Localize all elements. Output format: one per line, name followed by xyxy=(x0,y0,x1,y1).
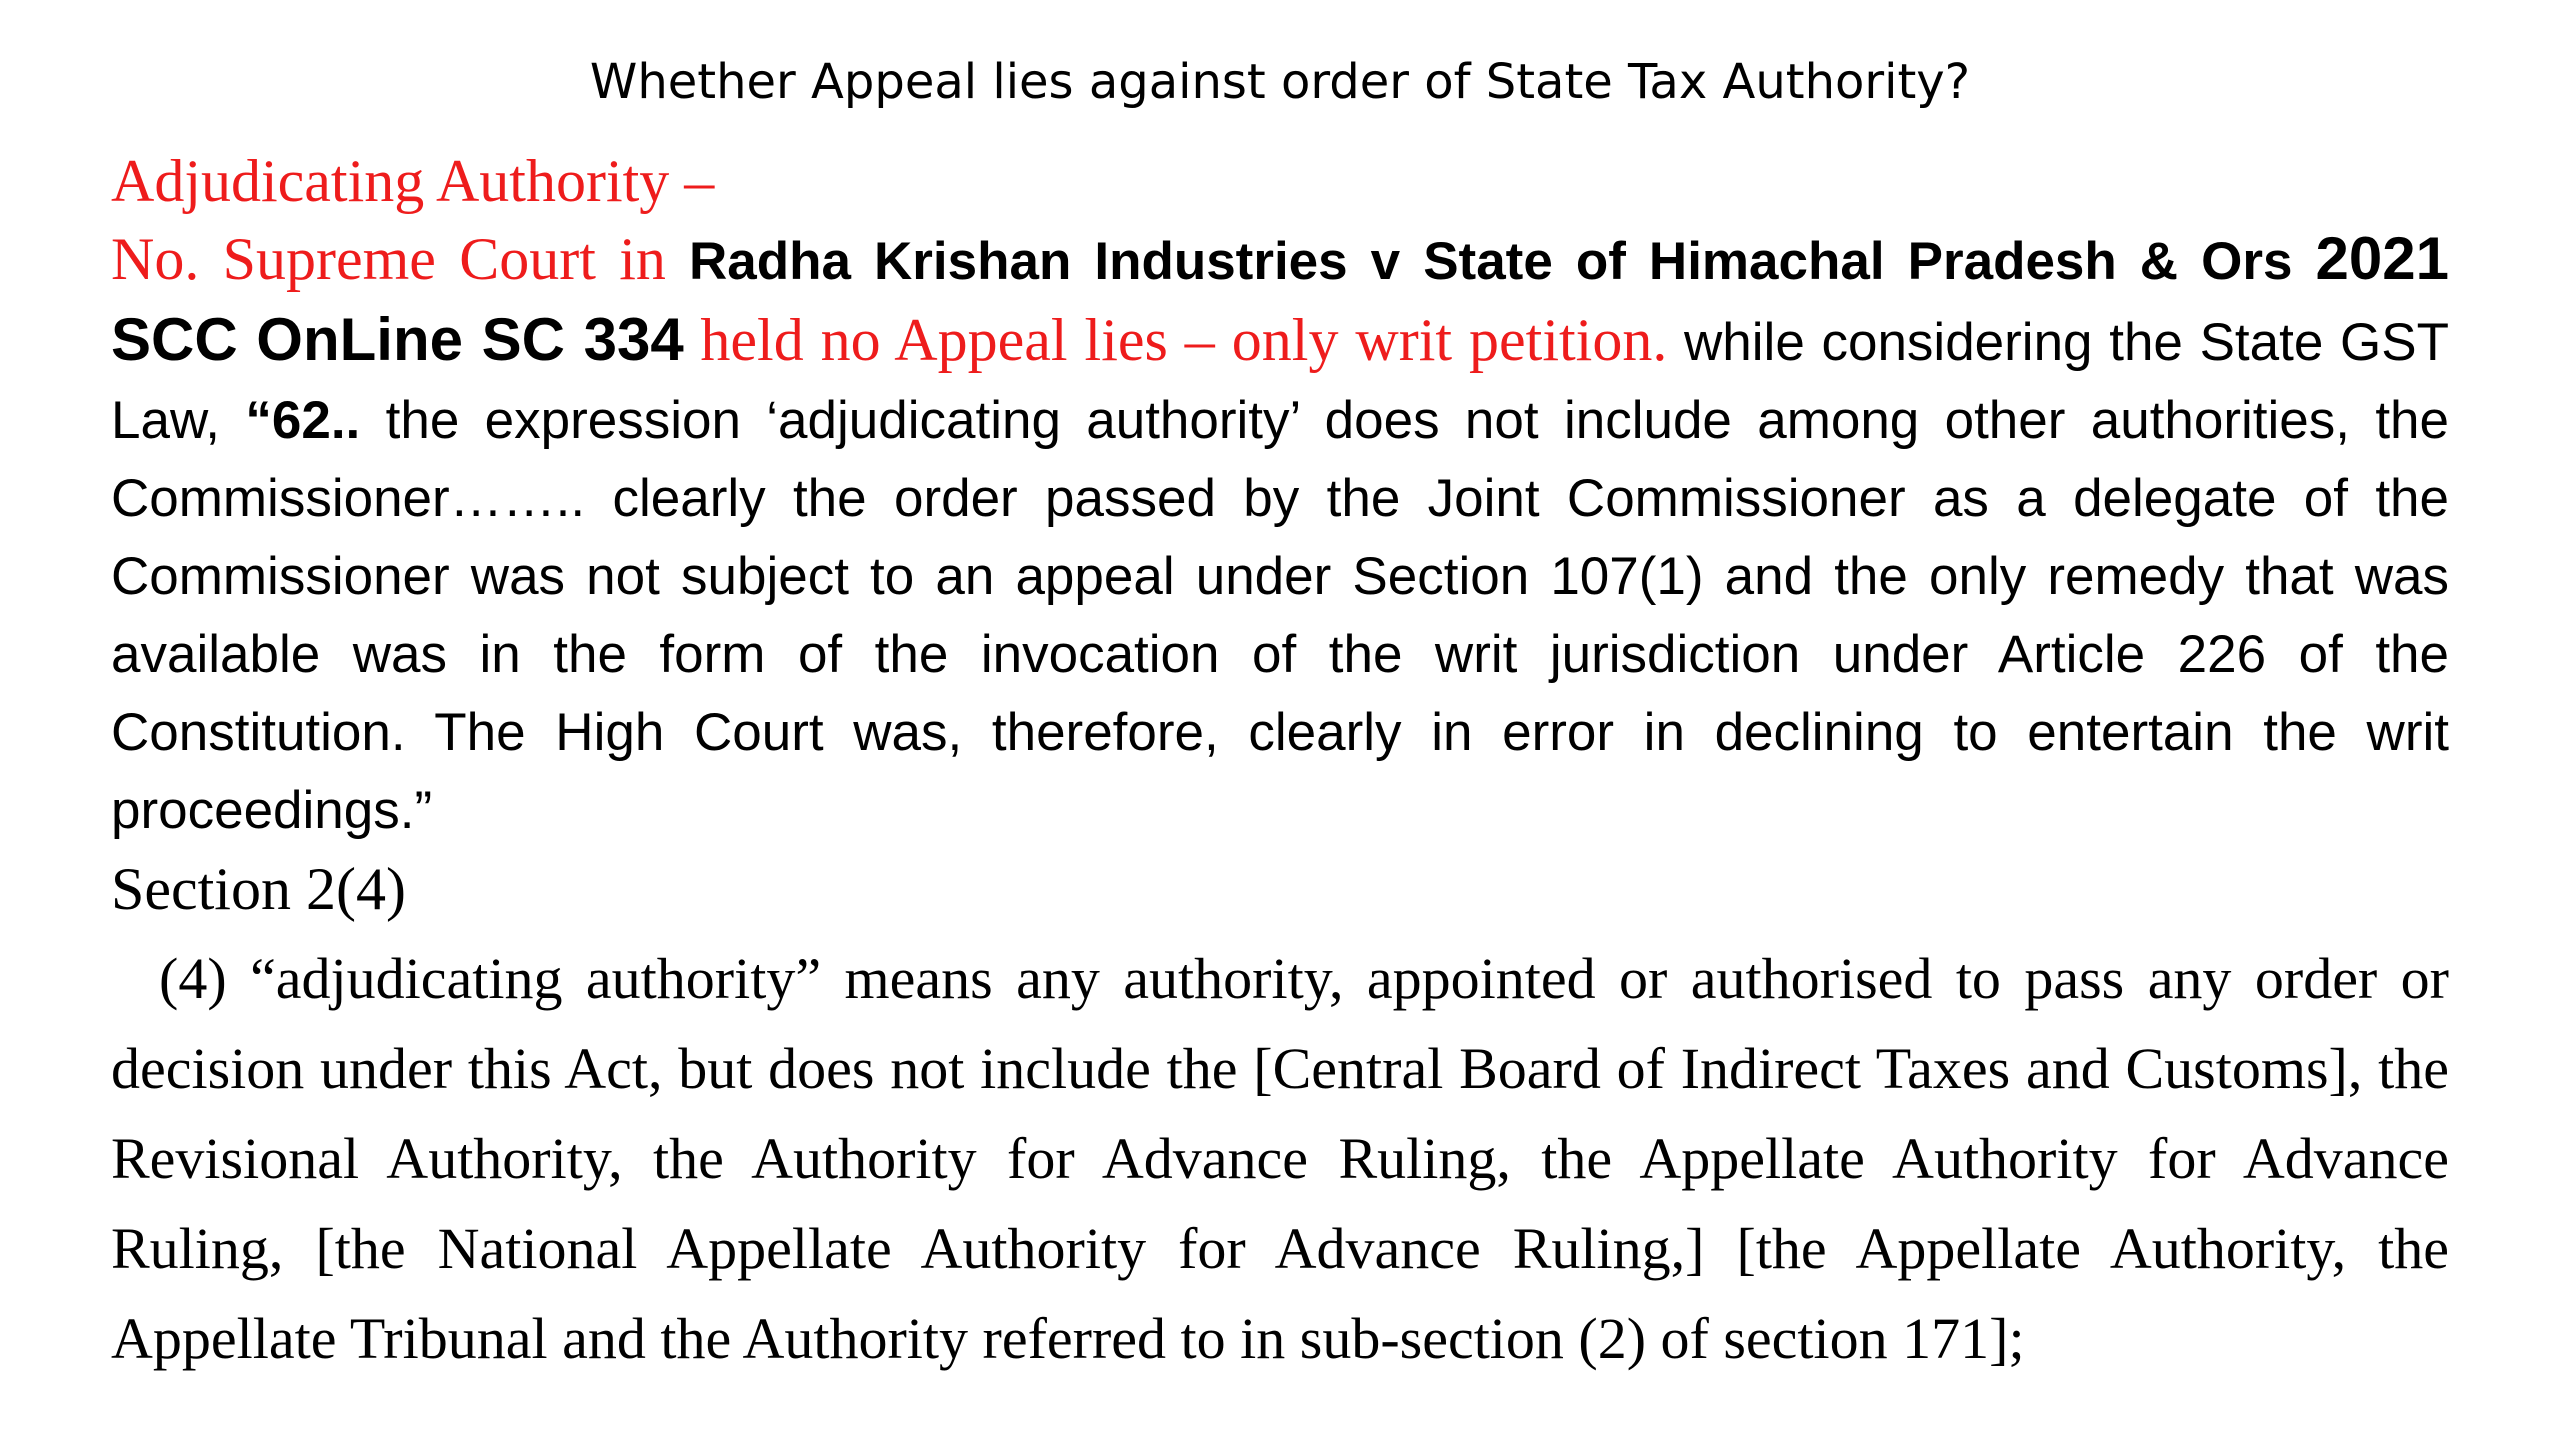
holding-text: held no Appeal lies – only writ petition. xyxy=(700,307,1668,373)
context-text: while considering the State GST Law, xyxy=(111,313,2449,450)
section-heading-adjudicating-authority: Adjudicating Authority – xyxy=(111,148,715,214)
definition-text: (4) “adjudicating authority” means any authority, appointed or authorised to pass any order or decision under this Act, but does not include the [Central Board of Indirect Taxes and Customs], the Revisional Authority, the Authority for Advance Ruling, the Appellate Authority for Advance Ruling, [the National Appellate Authority for Advance Ruling,] [the Appellate Authority, the Appellate Tribunal and the Authority referred to in sub-section (2) of section 171]; xyxy=(111,946,2449,1371)
quote-paragraph-number: “62.. xyxy=(245,391,361,450)
answer-lead: No. Supreme Court in xyxy=(111,226,666,292)
case-citation: 2021 SCC OnLine SC 334 xyxy=(111,225,2449,373)
slide-title: Whether Appeal lies against order of State Tax Authority? xyxy=(589,54,1971,110)
case-name: Radha Krishan Industries v State of Himachal Pradesh & Ors xyxy=(688,232,2293,291)
quote-text: the expression ‘adjudicating authority’ does not include among other authorities, the Commissioner…….. clearly the order passed by the Joint Commissioner as a delegate of the Commissioner was not subject to an appeal under Section 107(1) and the only remedy that was available was in the form of the invocation of the writ jurisdiction under Article 226 of the Constitution. The High Court was, therefore, clearly in error in declining to entertain the writ proceedings.” xyxy=(111,391,2450,840)
case-paragraph xyxy=(111,220,2449,850)
section-2-4-heading: Section 2(4) xyxy=(111,856,406,922)
slide-content xyxy=(111,142,2449,1384)
